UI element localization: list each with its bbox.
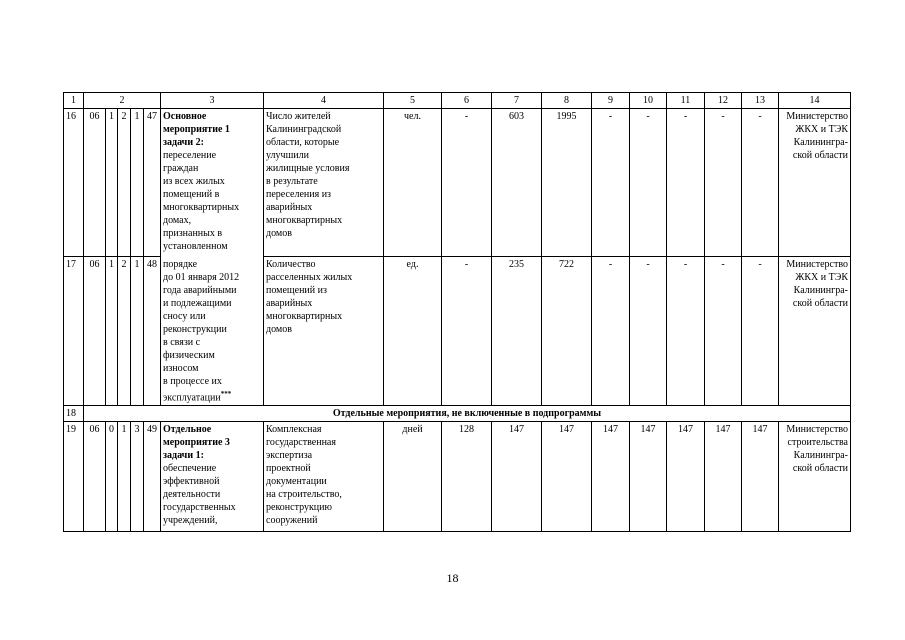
value-cell: 147 [492,421,542,531]
event-text: порядке до 01 января 2012 года аварийными и подлежащими сносу или реконструкции в связи с физическим износом в процессе их эксплуатации [163,258,240,403]
event-cell [161,421,264,531]
header-cell: 9 [592,93,630,109]
header-cell: 10 [630,93,667,109]
event-text: обеспечение эффективной деятельности государственных учреждений, [163,462,236,526]
code-cell: 0 [106,421,118,531]
value-cell: - [742,257,779,406]
header-cell: 3 [161,93,264,109]
value-cell: 147 [742,421,779,531]
code-cell: 47 [144,109,161,257]
header-cell: 11 [667,93,705,109]
value-cell: - [592,109,630,257]
page-number: 18 [446,571,459,585]
header-cell: 6 [442,93,492,109]
indicator-cell: Количество расселенных жилых помещений из аварийных многоквартирных домов [264,257,384,406]
unit-cell: дней [384,421,442,531]
code-cell: 1 [118,421,131,531]
value-cell: 147 [630,421,667,531]
footnote-mark: *** [220,389,232,398]
header-row [64,93,851,109]
code-cell: 1 [131,257,144,406]
row-number: 19 [64,421,84,531]
section-row [64,405,851,421]
code-cell: 2 [118,257,131,406]
indicator-cell: Комплексная государственная экспертиза проектной документации на строительство, реконструкцию сооружений [264,421,384,531]
value-cell: 722 [542,257,592,406]
header-cell: 5 [384,93,442,109]
value-cell: 147 [542,421,592,531]
table-row [64,109,851,257]
code-cell: 48 [144,257,161,406]
section-title: Отдельные мероприятия, не включенные в подпрограммы [84,405,851,421]
value-cell: - [442,109,492,257]
event-title: Отдельное мероприятие 3 задачи 1: [163,423,230,461]
code-cell: 1 [106,257,118,406]
header-cell: 2 [84,93,161,109]
value-cell: 128 [442,421,492,531]
value-cell: - [442,257,492,406]
unit-cell: чел. [384,109,442,257]
indicator-cell: Число жителей Калининградской области, которые улучшили жилищные условия в результате переселения из аварийных многоквартирных домов [264,109,384,257]
value-cell: 1995 [542,109,592,257]
header-cell: 14 [779,93,851,109]
event-text: переселение граждан из всех жилых помещений в многоквартирных домах, признанных в установленном [163,150,240,252]
responsible-cell: Министерство ЖКХ и ТЭК Калинингра- ской области [779,257,851,406]
table-row [64,257,851,406]
value-cell: - [705,109,742,257]
header-cell: 4 [264,93,384,109]
header-cell: 8 [542,93,592,109]
header-cell: 13 [742,93,779,109]
value-cell: 147 [592,421,630,531]
code-cell: 49 [144,421,161,531]
value-cell: 235 [492,257,542,406]
value-cell: - [630,109,667,257]
code-cell: 1 [131,109,144,257]
value-cell: - [667,257,705,406]
code-cell: 2 [118,109,131,257]
row-number: 17 [64,257,84,406]
event-cell [161,109,264,257]
value-cell: - [630,257,667,406]
value-cell: - [742,109,779,257]
unit-cell: ед. [384,257,442,406]
row-number: 18 [64,405,84,421]
event-title: Основное мероприятие 1 задачи 2: [163,111,230,148]
header-cell: 12 [705,93,742,109]
code-cell: 06 [84,257,106,406]
value-cell: 603 [492,109,542,257]
code-cell: 1 [106,109,118,257]
indicators-table [63,92,851,532]
code-cell: 06 [84,109,106,257]
value-cell: - [592,257,630,406]
value-cell: - [667,109,705,257]
header-cell: 1 [64,93,84,109]
event-cell [161,257,264,406]
table-row [64,421,851,531]
row-number: 16 [64,109,84,257]
code-cell: 3 [131,421,144,531]
value-cell: 147 [705,421,742,531]
value-cell: 147 [667,421,705,531]
responsible-cell: Министерство строительства Калинингра- ской области [779,421,851,531]
value-cell: - [705,257,742,406]
header-cell: 7 [492,93,542,109]
responsible-cell: Министерство ЖКХ и ТЭК Калинингра- ской области [779,109,851,257]
code-cell: 06 [84,421,106,531]
